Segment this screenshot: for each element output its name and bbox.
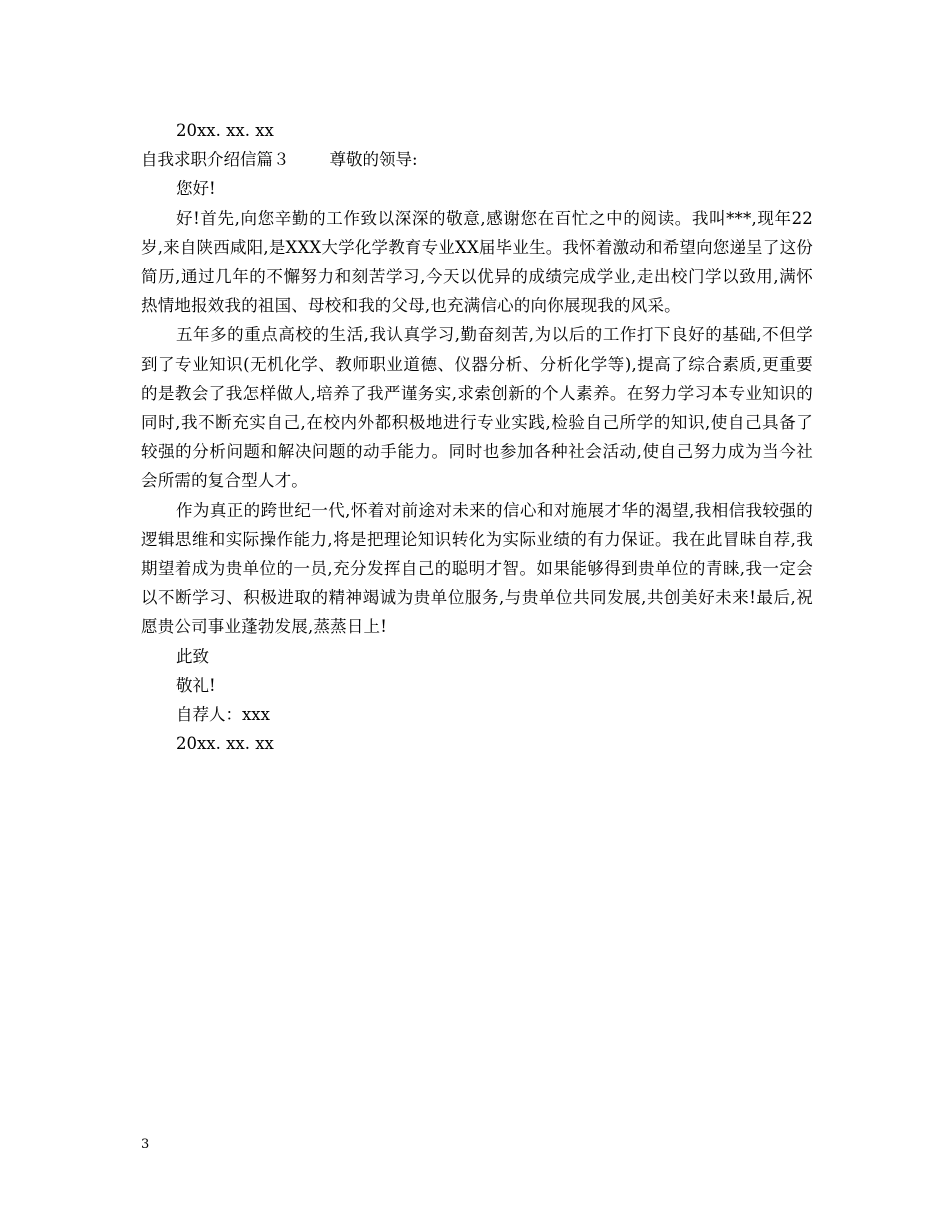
closing-2: 敬礼! [176,675,216,695]
paragraph-3: 作为真正的跨世纪一代,怀着对前途对未来的信心和对施展才华的渴望,我相信我较强的逻辑思维和实际操作能力,将是把理论知识转化为实际业绩的有力保证。我在此冒昧自荐,我期望着成为贵单位的一员,充分发挥自己的聪明才智。如果能够得到贵单位的青睐,我一定会以不断学习、积极进取的精神竭诚为贵单位服务,与贵单位共同发展,共创美好未来!最后,祝愿贵公司事业蓬勃发展,蒸蒸日上! [141,500,813,637]
heading-line [141,145,813,174]
closing-1: 此致 [176,646,209,666]
letter-heading: 自我求职介绍信篇３ [141,150,290,170]
salutation: 尊敬的领导: [329,150,418,170]
top-date: 20xx. xx. xx [176,121,274,140]
signature: 自荐人：xxx [176,705,270,725]
greeting: 您好! [176,179,216,199]
page-number: 3 [141,1137,150,1152]
paragraph-2: 五年多的重点高校的生活,我认真学习,勤奋刻苦,为以后的工作打下良好的基础,不但学到了专业知识(无机化学、教师职业道德、仪器分析、分析化学等),提高了综合素质,更重要的是教会了我怎样做人,培养了我严谨务实,求索创新的个人素养。在努力学习本专业知识的同时,我不断充实自己,在校内外都积极地进行专业实践,检验自己所学的知识,使自己具备了较强的分析问题和解决问题的动手能力。同时也参加各种社会活动,使自己努力成为当今社会所需的复合型人才。 [141,325,813,491]
paragraph-1: 好!首先,向您辛勤的工作致以深深的敬意,感谢您在百忙之中的阅读。我叫***,现年22岁,来自陕西咸阳,是XXX大学化学教育专业XX届毕业生。我怀着激动和希望向您递呈了这份简历,通过几年的不懈努力和刻苦学习,今天以优异的成绩完成学业,走出校门学以致用,满怀热情地报效我的祖国、母校和我的父母,也充满信心的向你展现我的风采。 [141,208,813,316]
letter-body [141,116,813,758]
bottom-date: 20xx. xx. xx [176,734,274,754]
